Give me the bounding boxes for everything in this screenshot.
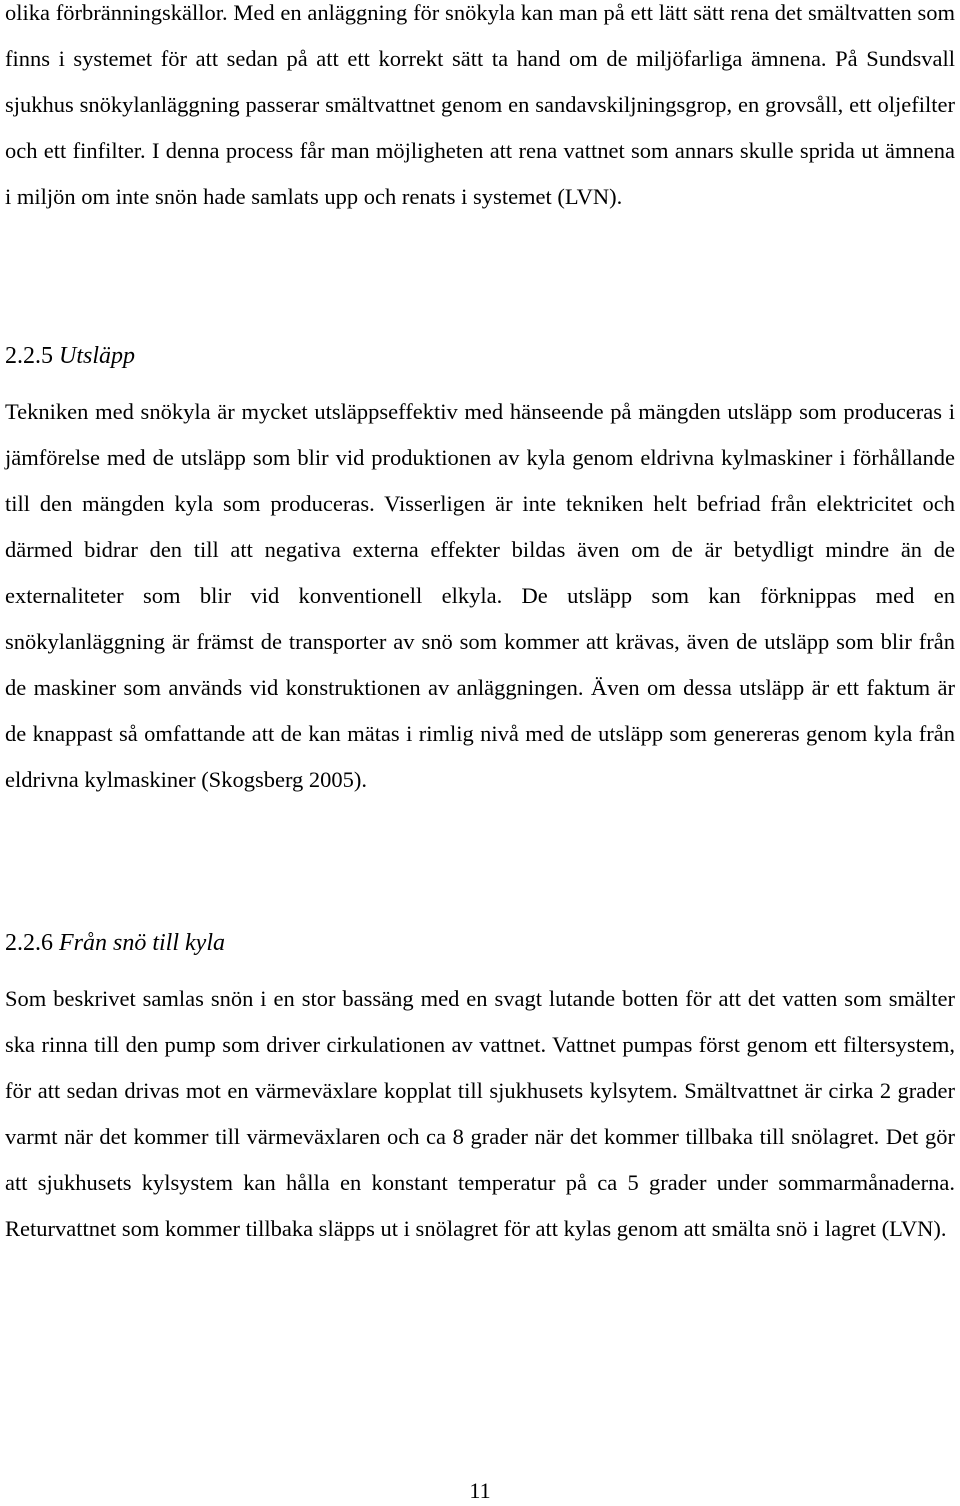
section-heading-fran-sno-till-kyla [5, 920, 225, 966]
paragraph-intro: olika förbränningskällor. Med en anläggning för snökyla kan man på ett lätt sätt rena det smältvatten som finns i systemet för att sedan på att ett korrekt sätt ta hand om de miljöfarliga ämnena. På Sundsvall sjukhus snökylanläggning passerar smältvattnet genom en sandavskiljningsgrop, en grovsåll, ett oljefilter och ett finfilter. I denna process får man möjligheten att rena vattnet som annars skulle sprida ut ämnena i miljön om inte snön hade samlats upp och renats i systemet (LVN). [5, 0, 955, 209]
section-heading-utslapp [5, 333, 135, 379]
paragraph-utslapp: Tekniken med snökyla är mycket utsläppseffektiv med hänseende på mängden utsläpp som produceras i jämförelse med de utsläpp som blir vid produktionen av kyla genom eldrivna kylmaskiner i förhållande till den mängden kyla som produceras. Visserligen är inte tekniken helt befriad från elektricitet och därmed bidrar den till att negativa externa effekter bildas även om de är betydligt mindre än de externaliteter som blir vid konventionell elkyla. De utsläpp som kan förknippas med en snökylanläggning är främst de transporter av snö som kommer att krävas, även de utsläpp som blir från de maskiner som används vid konstruktionen av anläggningen. Även om dessa utsläpp är ett faktum är de knappast så omfattande att de kan mätas i rimlig nivå med de utsläpp som genereras genom kyla från eldrivna kylmaskiner (Skogsberg 2005). [5, 399, 955, 792]
section-number: 2.2.6 [5, 930, 53, 956]
paragraph-fran-sno-till-kyla: Som beskrivet samlas snön i en stor bassäng med en svagt lutande botten för att det vatten som smälter ska rinna till den pump som driver cirkulationen av vattnet. Vattnet pumpas först genom ett filtersystem, för att sedan drivas mot en värmeväxlare kopplat till sjukhusets kylsytem. Smältvattnet är cirka 2 grader varmt när det kommer till värmeväxlaren och ca 8 grader när det kommer tillbaka till snölagret. Det gör att sjukhusets kylsystem kan hålla en konstant temperatur på ca 5 grader under sommarmånaderna. Returvattnet som kommer tillbaka släpps ut i snölagret för att kylas genom att smälta snö i lagret (LVN). [5, 986, 955, 1241]
section-title: Från snö till kyla [59, 930, 225, 956]
section-title: Utsläpp [59, 343, 136, 369]
page-number: 11 [469, 1478, 491, 1503]
section-number: 2.2.5 [5, 343, 53, 369]
